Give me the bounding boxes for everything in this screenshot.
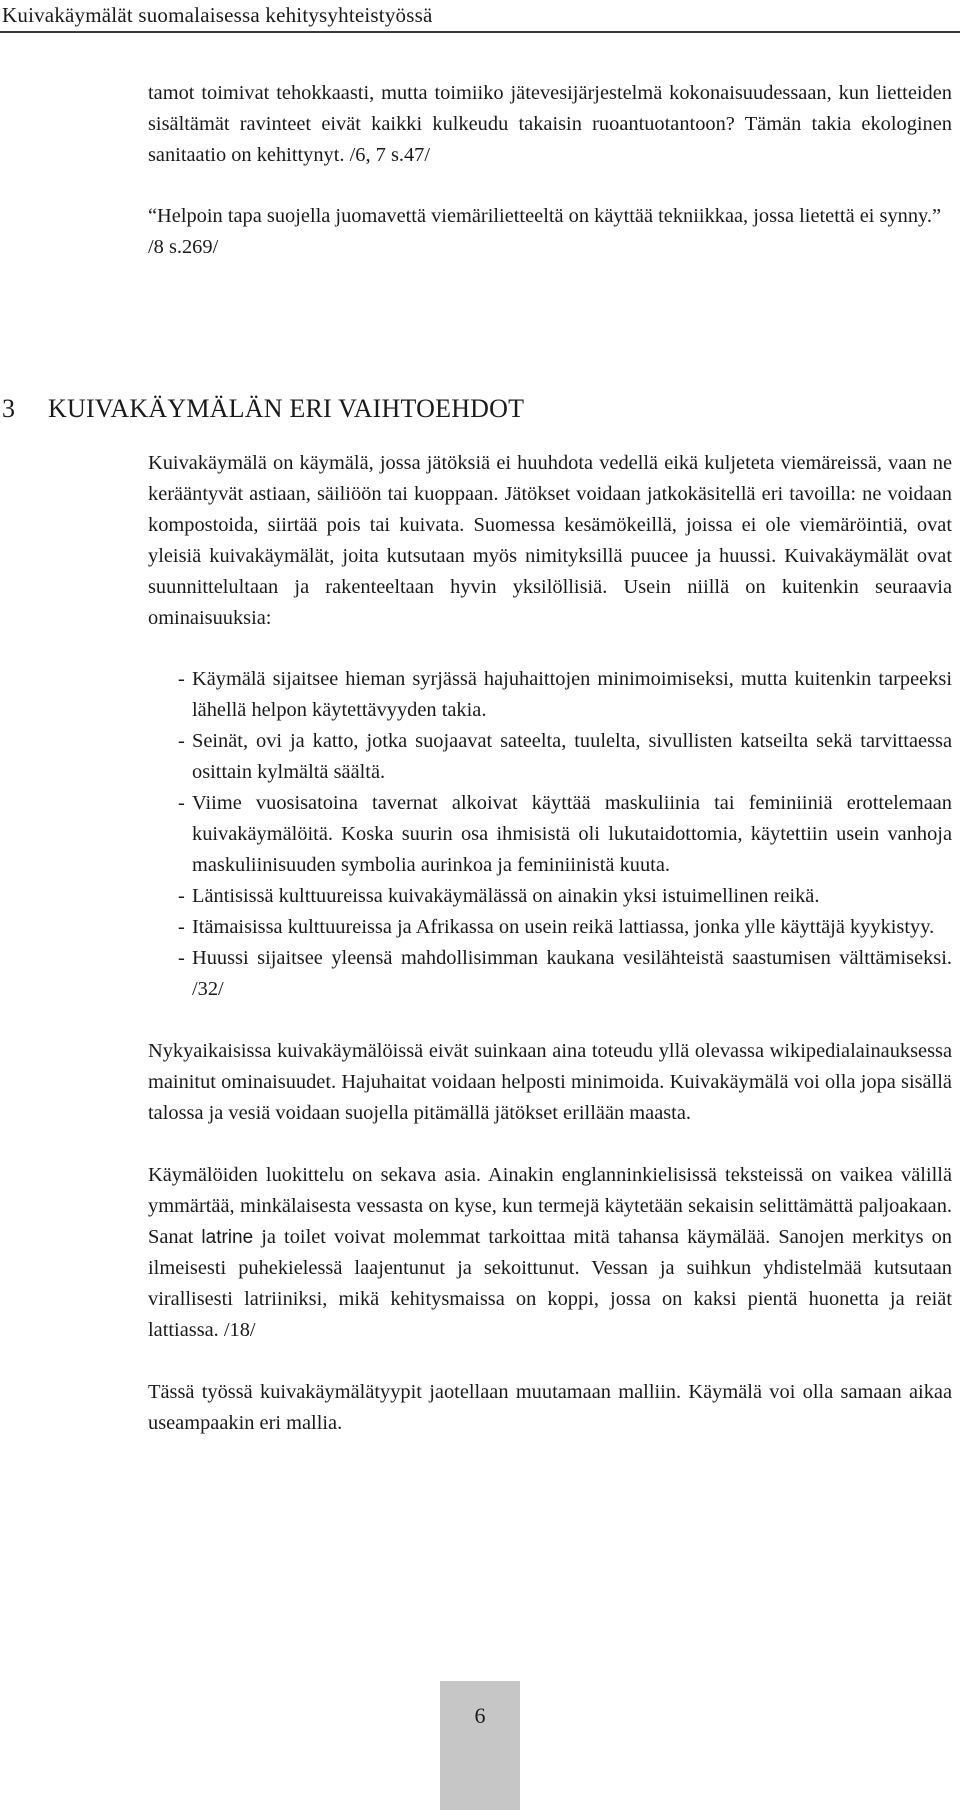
list-item: - Huussi sijaitsee yleensä mahdollisimman kaukana vesilähteistä saastumisen välttämiseksi. /32/: [178, 943, 952, 1005]
list-item: - Läntisissä kulttuureissa kuivakäymälässä on ainakin yksi istuimellinen reikä.: [178, 881, 952, 912]
list-dash: -: [178, 885, 185, 907]
page-number: 6: [474, 1703, 486, 1728]
term-latrine: latrine: [201, 1227, 254, 1248]
list-dash: -: [178, 668, 185, 690]
list-item: - Itämaisissa kulttuureissa ja Afrikassa on usein reikä lattiassa, jonka ylle käyttäjä kyykistyy.: [178, 912, 952, 943]
list-item: - Seinät, ovi ja katto, jotka suojaavat sateelta, tuulelta, sivullisten katseilta sekä tarvittaessa osittain kylmältä säältä.: [178, 726, 952, 788]
intro-paragraph: tamot toimivat tehokkaasti, mutta toimiiko jätevesijärjestelmä kokonaisuudessaan, kun lietteiden sisältämät ravinteet eivät kaikki kulkeudu takaisin ruoantuotantoon? Tämän takia ekologinen sanitaatio on kehittynyt. /6, 7 s.47/: [148, 82, 952, 166]
list-dash: -: [178, 947, 185, 969]
section-paragraph-models: Tässä työssä kuivakäymälätyypit jaotellaan muutamaan malliin. Käymälä voi olla samaan aikaa useampaakin eri mallia.: [148, 1381, 952, 1434]
section-paragraph-definition: Kuivakäymälä on käymälä, jossa jätöksiä ei huuhdota vedellä eikä kuljeteta viemäreissä, vaan ne kerääntyvät astiaan, säiliöön tai kuoppaan. Jätökset voidaan jatkokäsitellä eri tavoilla: ne voidaan kompostoida, siirtää pois tai kuivata. Suomessa kesämökeillä, joissa ei ole viemäröintiä, ovat yleisiä kuivakäymälät, joita kutsutaan myös nimityksillä puucee ja huussi. Kuivakäymälät ovat suunnittelultaan ja rakenteeltaan hyvin yksilöllisiä. Usein niillä on kuitenkin seuraavia ominaisuuksia:: [148, 452, 952, 629]
page-number-box: [440, 1681, 520, 1810]
intro-block: [148, 78, 952, 263]
list-item: - Käymälä sijaitsee hieman syrjässä hajuhaittojen minimoimiseksi, mutta kuitenkin tarpeeksi lähellä helpon käytettävyyden takia.: [178, 664, 952, 726]
list-item: - Viime vuosisatoina tavernat alkoivat käyttää maskuliinia tai feminiiniä erottelemaan kuivakäymälöitä. Koska suurin osa ihmisistä oli lukutaidottomia, käytettiin usein vanhoja maskuliinisuuden symbolia aurinkoa ja feminiinistä kuuta.: [178, 788, 952, 881]
header-rule: [0, 31, 960, 33]
block-quote: “Helpoin tapa suojella juomavettä viemärilietteeltä on käyttää tekniikkaa, jossa lietettä ei synny.” /8 s.269/: [148, 205, 942, 258]
list-dash: -: [178, 792, 185, 814]
feature-list: [148, 664, 952, 1005]
section-number: 3: [2, 394, 16, 423]
list-dash: -: [178, 916, 185, 938]
running-header: [0, 0, 960, 34]
section-paragraph-modern: Nykyaikaisissa kuivakäymälöissä eivät suinkaan aina toteudu yllä olevassa wikipedialainauksessa mainitut ominaisuudet. Hajuhaitat voidaan helposti minimoida. Kuivakäymälä voi olla jopa sisällä talossa ja vesiä voidaan suojella pitämällä jätökset erillään maasta.: [148, 1040, 952, 1124]
running-header-title: Kuivakäymälät suomalaisessa kehitysyhteistyössä: [2, 3, 433, 27]
section-paragraph-classification: Käymälöiden luokittelu on sekava asia. Ainakin englanninkielisissä teksteissä on vaikea välillä ymmärtää, minkälaisesta vessasta on kyse, kun termejä käytetään sekaisin selittämättä paljoakaan. Sanat latrine ja toilet voivat molemmat tarkoittaa mitä tahansa käymälää. Sanojen merkitys on ilmeisesti puhekielessä laajentunut ja sekoittunut. Vessan ja suihkun yhdistelmää kutsutaan virallisesti latriiniksi, mikä kehitysmaissa on koppi, jossa on kaksi pientä huonetta ja reiät lattiassa. /18/: [148, 1164, 953, 1341]
section-title: KUIVAKÄYMÄLÄN ERI VAIHTOEHDOT: [48, 394, 525, 423]
list-dash: -: [178, 730, 185, 752]
section-body: [148, 448, 952, 1439]
section-heading: [2, 394, 524, 424]
